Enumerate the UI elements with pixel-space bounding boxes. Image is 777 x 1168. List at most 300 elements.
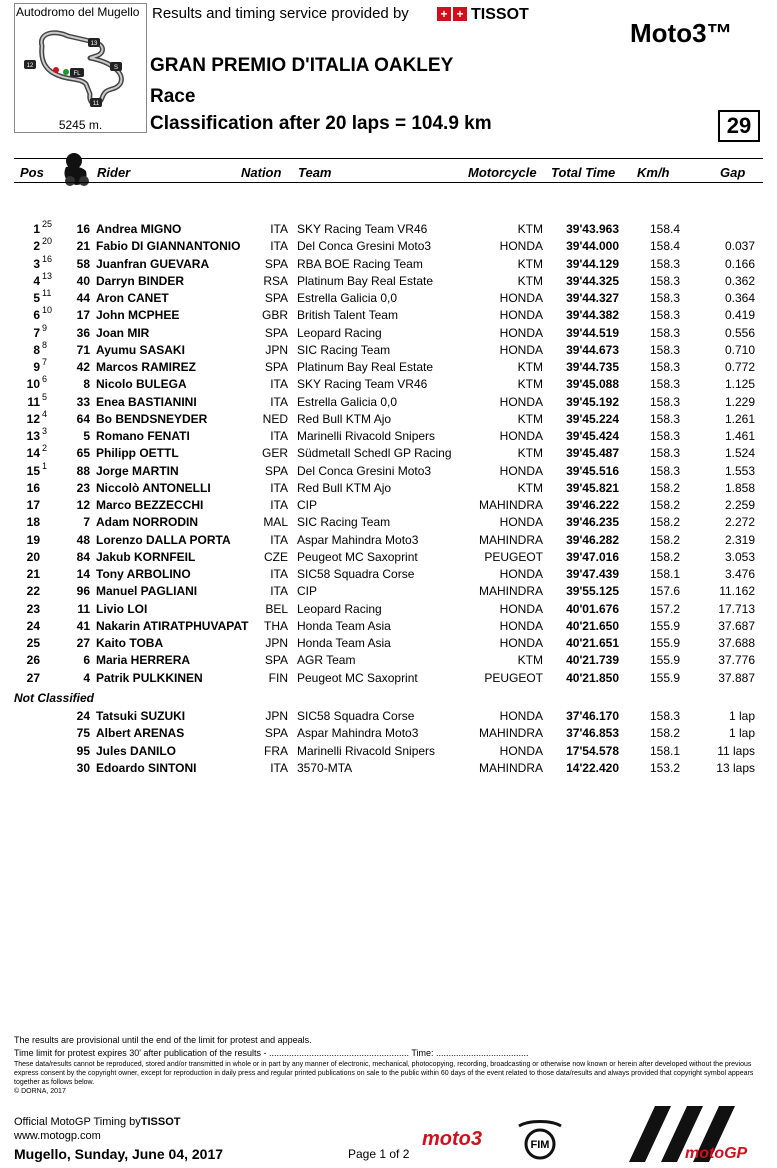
cell-gap: 0.772: [724, 360, 755, 374]
cell-nation: SPA: [264, 291, 288, 305]
cell-rider: Patrik PULKKINEN: [96, 670, 203, 685]
cell-team: SIC Racing Team: [297, 342, 391, 357]
cell-nation: JPN: [265, 636, 288, 650]
cell-moto: MAHINDRA: [478, 584, 543, 599]
copyright-note: These data/results cannot be reproduced, stored and/or transmitted in whole or in part by any manner of electronic, mechanical, photocopying, recording, broadcasting or otherwise now known or herein after developed without the previous express consent by the copyright owner, except for reproduction in daily press and regular printed publications on sale to the public within 60 days of the event related to those data/results and always provided that copyright symbol appears together as follows below.: [14, 1061, 754, 1086]
classification-title: Classification after 20 laps = 104.9 km: [150, 113, 492, 134]
cell-team: CIP: [297, 498, 318, 512]
result-row: [0, 653, 777, 670]
cell-gap: 37.887: [718, 670, 755, 685]
cell-time: 37'46.853: [566, 726, 619, 741]
cell-moto: HONDA: [499, 601, 543, 616]
cell-num: 11: [77, 601, 90, 616]
cell-gap: 17.713: [718, 601, 755, 616]
cell-kmh: 155.9: [649, 670, 680, 685]
cell-time: 40'01.676: [566, 601, 619, 616]
cell-gap: 1.125: [724, 377, 755, 392]
cell-rider: Joan MIR: [96, 325, 150, 340]
cell-rider: Lorenzo DALLA PORTA: [96, 532, 231, 547]
cell-grid: 3: [42, 426, 48, 436]
cell-rider: Albert ARENAS: [96, 726, 185, 741]
track-label: S: [113, 65, 119, 71]
cell-moto: PEUGEOT: [484, 549, 543, 564]
cell-gap: 3.476: [724, 567, 755, 581]
cell-gap: 1.524: [724, 446, 755, 461]
cell-kmh: 158.4: [649, 222, 680, 236]
cell-gap: 1.553: [724, 463, 755, 478]
cell-num: 17: [76, 308, 90, 323]
cell-grid: 6: [42, 374, 48, 385]
result-row: [0, 322, 777, 343]
header-rule-bottom: [14, 182, 763, 183]
cell-num: 96: [76, 584, 90, 599]
cell-rider: Livio LOI: [96, 601, 148, 616]
motogp-logo: [615, 1100, 765, 1164]
cell-pos: 14: [26, 446, 40, 461]
track-label: FL: [73, 71, 81, 77]
col-team: Team: [298, 165, 332, 180]
cell-pos: 18: [26, 515, 40, 530]
cell-kmh: 158.3: [649, 308, 680, 323]
cell-grid: 1: [42, 460, 48, 471]
cell-moto: HONDA: [499, 308, 543, 323]
cell-team: Leopard Racing: [297, 601, 382, 616]
cell-gap: 37.688: [718, 636, 755, 650]
cell-time: 39'45.192: [566, 394, 619, 409]
cell-time: 39'44.382: [566, 308, 619, 323]
cell-team: CIP: [297, 584, 318, 599]
cell-rider: Ayumu SASAKI: [96, 342, 185, 357]
cell-pos: 9: [33, 360, 40, 374]
result-row: [0, 550, 777, 567]
cell-pos: 7: [33, 325, 40, 340]
cell-time: 39'45.821: [566, 480, 619, 495]
cell-grid: 5: [42, 391, 48, 402]
page-number-box: 29: [718, 110, 760, 142]
cell-moto: KTM: [517, 411, 543, 426]
cell-nation: SPA: [264, 360, 288, 374]
cell-num: 65: [76, 446, 90, 461]
cell-moto: PEUGEOT: [484, 670, 543, 685]
cell-gap: 37.687: [718, 618, 755, 633]
cell-nation: ITA: [270, 567, 288, 581]
cell-pos: 3: [33, 256, 40, 271]
cell-time: 39'45.487: [566, 446, 619, 461]
cell-pos: 1: [33, 222, 40, 236]
cell-gap: 1 lap: [728, 709, 755, 723]
cell-team: SIC Racing Team: [297, 515, 391, 530]
cell-rider: Niccolò ANTONELLI: [96, 480, 211, 495]
cell-pos: 11: [27, 394, 40, 409]
provider-text: Results and timing service provided by: [152, 5, 409, 22]
result-row: [0, 636, 777, 653]
cell-moto: KTM: [517, 446, 543, 461]
result-row: [0, 426, 777, 446]
cell-kmh: 158.3: [649, 411, 680, 426]
cell-num: 33: [76, 394, 90, 409]
col-total-time: Total Time: [551, 165, 616, 180]
result-row: [0, 357, 777, 377]
cell-moto: HONDA: [499, 429, 543, 443]
cell-kmh: 158.2: [649, 498, 680, 512]
cell-kmh: 158.3: [649, 394, 680, 409]
cell-nation: BEL: [265, 601, 288, 616]
result-row: [0, 619, 777, 636]
cell-rider: Nakarin ATIRATPHUVAPAT: [96, 618, 249, 633]
dorna-copyright: © DORNA, 2017: [14, 1088, 66, 1095]
cell-team: Marinelli Rivacold Snipers: [297, 743, 436, 758]
track-name: Autodromo del Mugello: [16, 5, 140, 19]
cell-gap: 2.259: [724, 498, 755, 512]
cell-rider: Fabio DI GIANNANTONIO: [96, 239, 241, 254]
track-length: 5245 m.: [58, 118, 103, 132]
cell-nation: CZE: [264, 549, 288, 564]
footer-notes: [14, 1034, 754, 1096]
cell-nation: SPA: [264, 463, 288, 478]
cell-rider: Adam NORRODIN: [96, 515, 199, 530]
cell-kmh: 158.4: [649, 239, 680, 254]
cell-rider: Nicolo BULEGA: [96, 377, 187, 392]
col-gap: Gap: [720, 165, 746, 180]
cell-nation: FIN: [268, 670, 288, 685]
cell-moto: MAHINDRA: [478, 726, 543, 741]
cell-nation: FRA: [264, 743, 288, 758]
cell-kmh: 158.3: [649, 360, 680, 374]
result-row: [0, 408, 777, 429]
cell-kmh: 158.3: [649, 325, 680, 340]
cell-num: 48: [76, 532, 90, 547]
cell-team: Red Bull KTM Ajo: [297, 480, 392, 495]
cell-team: Honda Team Asia: [297, 618, 391, 633]
cell-kmh: 158.3: [649, 429, 680, 443]
cell-rider: John MCPHEE: [96, 308, 180, 323]
cell-time: 39'45.424: [566, 429, 619, 443]
cell-team: SKY Racing Team VR46: [297, 377, 428, 392]
cell-kmh: 158.3: [649, 377, 680, 392]
result-row: [0, 288, 777, 308]
cell-moto: HONDA: [499, 567, 543, 581]
cell-time: 39'45.224: [566, 411, 619, 426]
cell-nation: MAL: [263, 515, 288, 530]
cell-team: Del Conca Gresini Moto3: [297, 239, 432, 254]
cell-time: 39'46.222: [566, 498, 619, 512]
cell-pos: 2: [33, 239, 40, 254]
cell-team: Leopard Racing: [297, 325, 382, 340]
moto3-logo: moto3: [422, 1128, 482, 1150]
cell-moto: KTM: [517, 273, 543, 288]
cell-team: Platinum Bay Real Estate: [297, 273, 434, 288]
cell-nation: ITA: [270, 239, 288, 254]
col-kmh: Km/h: [637, 165, 670, 180]
cell-grid: 13: [42, 270, 53, 281]
cell-moto: HONDA: [499, 239, 543, 254]
cell-pos: 13: [26, 429, 40, 443]
col-motorcycle: Motorcycle: [468, 165, 537, 180]
website-link[interactable]: www.motogp.com: [14, 1130, 101, 1142]
cell-team: SIC58 Squadra Corse: [297, 709, 415, 723]
cell-grid: 9: [42, 322, 48, 333]
cell-gap: 0.037: [724, 239, 755, 254]
cell-moto: HONDA: [499, 394, 543, 409]
cell-rider: Edoardo SINTONI: [96, 760, 197, 775]
cell-team: Aspar Mahindra Moto3: [297, 726, 419, 741]
cell-moto: HONDA: [499, 709, 543, 723]
cell-num: 6: [83, 653, 90, 668]
col-rider: Rider: [97, 165, 131, 180]
cell-pos: 12: [26, 411, 40, 426]
cell-kmh: 158.1: [649, 567, 680, 581]
cell-nation: GER: [261, 446, 288, 461]
col-pos: Pos: [20, 165, 44, 180]
cell-nation: RSA: [263, 273, 288, 288]
cell-team: 3570-MTA: [297, 760, 353, 775]
header-rule-top: [14, 158, 763, 159]
cell-moto: KTM: [517, 360, 543, 374]
not-classified-heading: Not Classified: [14, 691, 95, 705]
cell-kmh: 158.3: [649, 446, 680, 461]
cell-num: 16: [76, 222, 90, 236]
cell-pos: 8: [33, 342, 40, 357]
cell-gap: 2.319: [724, 532, 755, 547]
cell-team: SIC58 Squadra Corse: [297, 567, 415, 581]
cell-team: SKY Racing Team VR46: [297, 222, 428, 236]
cell-num: 84: [76, 549, 90, 564]
cell-num: 44: [76, 291, 90, 305]
cell-rider: Kaito TOBA: [96, 636, 164, 650]
cell-kmh: 153.2: [649, 760, 680, 775]
cell-pos: 22: [26, 584, 40, 599]
cell-kmh: 158.2: [649, 515, 680, 530]
cell-time: 40'21.850: [566, 670, 619, 685]
cell-moto: KTM: [517, 480, 543, 495]
cell-gap: 0.362: [724, 273, 755, 288]
cell-team: Honda Team Asia: [297, 636, 391, 650]
cell-time: 39'44.327: [566, 291, 619, 305]
cell-pos: 25: [26, 636, 40, 650]
venue-date: Mugello, Sunday, June 04, 2017: [14, 1146, 224, 1162]
cell-num: 95: [76, 743, 90, 758]
cell-num: 42: [76, 360, 90, 374]
cell-gap: 0.419: [724, 308, 755, 323]
cell-gap: 1.261: [724, 411, 755, 426]
cell-moto: MAHINDRA: [478, 532, 543, 547]
result-row: [0, 339, 777, 360]
cell-moto: MAHINDRA: [478, 498, 543, 512]
cell-kmh: 158.2: [649, 726, 680, 741]
cell-kmh: 158.3: [649, 342, 680, 357]
cell-time: 39'46.282: [566, 532, 619, 547]
cell-num: 64: [76, 411, 90, 426]
cell-time: 39'44.129: [566, 256, 619, 271]
cell-kmh: 158.3: [649, 256, 680, 271]
cell-kmh: 155.9: [649, 653, 680, 668]
cell-nation: SPA: [264, 325, 288, 340]
cell-pos: 21: [26, 567, 40, 581]
cell-pos: 23: [26, 601, 40, 616]
cell-rider: Manuel PAGLIANI: [96, 584, 198, 599]
cell-nation: THA: [264, 618, 288, 633]
track-map-icon: [20, 22, 140, 114]
cell-pos: 16: [26, 480, 40, 495]
cell-time: 39'45.516: [566, 463, 619, 478]
track-label: 11: [92, 101, 100, 107]
result-row: [0, 602, 777, 619]
cell-num: 23: [76, 480, 90, 495]
cell-rider: Bo BENDSNEYDER: [96, 411, 208, 426]
cell-rider: Philipp OETTL: [96, 446, 179, 461]
cell-num: 30: [76, 760, 90, 775]
cell-num: 58: [76, 256, 90, 271]
cell-num: 36: [76, 325, 90, 340]
cell-time: 37'46.170: [566, 709, 619, 723]
cell-num: 21: [76, 239, 90, 254]
result-row: [0, 305, 777, 325]
cell-time: 39'46.235: [566, 515, 619, 530]
cell-kmh: 158.1: [649, 743, 680, 758]
cell-grid: 11: [42, 288, 52, 298]
cell-time: 39'44.325: [566, 273, 619, 288]
cell-kmh: 158.3: [649, 291, 680, 305]
cell-grid: 10: [42, 305, 53, 316]
cell-nation: ITA: [270, 532, 288, 547]
cell-rider: Jules DANILO: [96, 743, 177, 758]
cell-gap: 11 laps: [717, 743, 755, 758]
cell-gap: 1.858: [724, 480, 755, 495]
cell-rider: Jorge MARTIN: [96, 463, 179, 478]
cell-gap: 13 laps: [716, 760, 755, 775]
cell-moto: KTM: [517, 222, 543, 236]
cell-rider: Juanfran GUEVARA: [96, 256, 210, 271]
cell-num: 88: [76, 463, 90, 478]
cell-pos: 4: [33, 273, 40, 288]
cell-time: 40'21.651: [566, 636, 619, 650]
cell-gap: 0.166: [724, 256, 755, 271]
cell-time: 14'22.420: [566, 760, 619, 775]
cell-pos: 17: [26, 498, 40, 512]
cell-rider: Marcos RAMIREZ: [96, 360, 197, 374]
cell-kmh: 157.2: [649, 601, 680, 616]
official-timing: Official MotoGP Timing byTISSOT: [14, 1116, 181, 1128]
cell-gap: 11.162: [719, 584, 755, 599]
cell-num: 12: [76, 498, 90, 512]
svg-text:FIM: FIM: [530, 1139, 550, 1151]
cell-team: Estrella Galicia 0,0: [297, 394, 398, 409]
cell-moto: HONDA: [499, 515, 543, 530]
cell-grid: 2: [42, 443, 48, 454]
cell-time: 39'44.735: [566, 360, 619, 374]
cell-nation: ITA: [270, 584, 288, 599]
cell-team: AGR Team: [297, 653, 356, 668]
result-row: [0, 219, 777, 239]
cell-rider: Romano FENATI: [96, 429, 190, 443]
cell-gap: 1.229: [724, 394, 755, 409]
cell-rider: Tony ARBOLINO: [96, 567, 191, 581]
cell-num: 41: [76, 618, 90, 633]
page-indicator: Page 1 of 2: [348, 1147, 410, 1161]
cell-kmh: 158.3: [649, 273, 680, 288]
cell-grid: 20: [42, 236, 53, 247]
result-row: [0, 270, 777, 291]
cell-moto: HONDA: [499, 463, 543, 478]
cell-pos: 27: [26, 670, 40, 685]
cell-pos: 15: [26, 463, 40, 478]
cell-nation: ITA: [270, 760, 288, 775]
cell-moto: HONDA: [499, 342, 543, 357]
cell-num: 27: [76, 636, 90, 650]
cell-nation: ITA: [270, 394, 288, 409]
result-row: [0, 584, 777, 601]
cell-time: 39'47.439: [566, 567, 619, 581]
cell-time: 39'44.673: [566, 342, 619, 357]
cell-kmh: 158.2: [649, 549, 680, 564]
result-row: [0, 567, 777, 584]
cell-team: RBA BOE Racing Team: [297, 256, 423, 271]
cell-moto: HONDA: [499, 636, 543, 650]
not-classified-row: [0, 709, 777, 726]
result-row: [0, 515, 777, 532]
cell-nation: JPN: [265, 709, 288, 723]
cell-kmh: 158.3: [649, 709, 680, 723]
cell-nation: ITA: [270, 480, 288, 495]
cell-kmh: 157.6: [649, 584, 680, 599]
cell-gap: 1.461: [724, 429, 755, 443]
cell-team: Marinelli Rivacold Snipers: [297, 429, 436, 443]
cell-moto: KTM: [517, 377, 543, 392]
not-classified-row: [0, 726, 777, 743]
track-label: 12: [26, 63, 34, 69]
cell-num: 24: [76, 709, 90, 723]
cell-gap: 37.776: [718, 653, 755, 668]
cell-kmh: 158.2: [649, 532, 680, 547]
track-label: 13: [90, 41, 98, 47]
col-nation: Nation: [241, 165, 282, 180]
cell-moto: HONDA: [499, 325, 543, 340]
cell-time: 17'54.578: [566, 743, 619, 758]
fim-logo-icon: [515, 1118, 565, 1162]
cell-pos: 5: [33, 291, 40, 305]
cell-team: Peugeot MC Saxoprint: [297, 549, 418, 564]
cell-grid: 16: [42, 253, 53, 264]
cell-rider: Marco BEZZECCHI: [96, 498, 204, 512]
cell-nation: ITA: [270, 377, 288, 392]
cell-moto: HONDA: [499, 291, 543, 305]
cell-num: 14: [76, 567, 90, 581]
provisional-note: The results are provisional until the end of the limit for protest and appeals.: [14, 1035, 312, 1045]
result-row: [0, 236, 777, 256]
cell-moto: HONDA: [499, 743, 543, 758]
cell-nation: ITA: [270, 429, 288, 443]
cell-num: 40: [76, 273, 90, 288]
result-row: [0, 443, 777, 463]
cell-grid: 4: [42, 408, 48, 419]
cell-team: Platinum Bay Real Estate: [297, 360, 434, 374]
protest-limit-note: Time limit for protest expires 30' after publication of the results - ........................................................ Time: .....................................: [14, 1048, 529, 1058]
cell-kmh: 158.2: [649, 480, 680, 495]
cell-moto: MAHINDRA: [478, 760, 543, 775]
cell-rider: Darryn BINDER: [96, 273, 185, 288]
cell-time: 39'44.000: [566, 239, 619, 254]
result-row: [0, 671, 777, 688]
cell-rider: Jakub KORNFEIL: [96, 549, 196, 564]
cell-pos: 20: [26, 549, 40, 564]
cell-gap: 2.272: [724, 515, 755, 530]
cell-num: 7: [83, 515, 90, 530]
cell-nation: ITA: [270, 498, 288, 512]
not-classified-row: [0, 744, 777, 761]
cell-team: Südmetall Schedl GP Racing: [297, 446, 452, 461]
cell-team: British Talent Team: [297, 308, 398, 323]
cell-kmh: 155.9: [649, 636, 680, 650]
